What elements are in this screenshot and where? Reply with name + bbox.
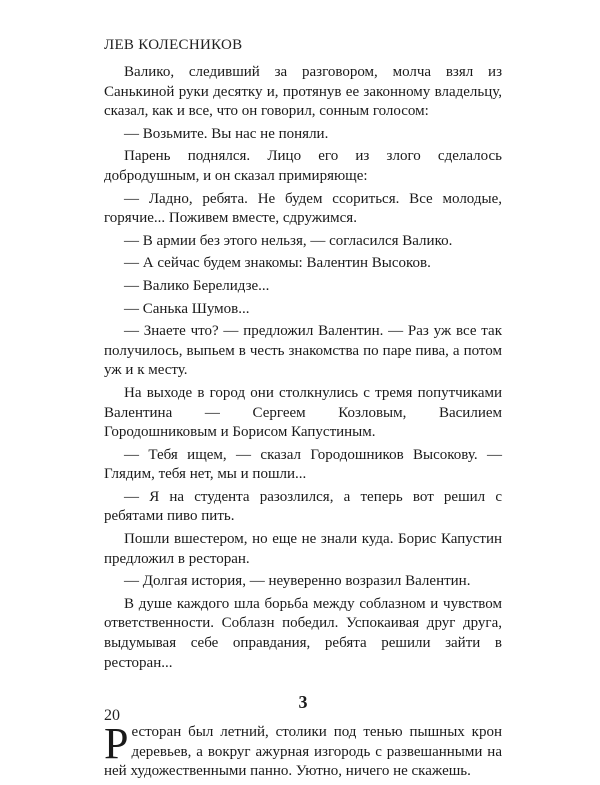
drop-cap: Р: [104, 719, 129, 769]
paragraph: — Валико Берелидзе...: [124, 277, 270, 294]
paragraph: — Я на студента разозлился, а теперь вот решил с ребятами пиво пить.: [104, 488, 502, 525]
chapter-opening-paragraph: [104, 719, 502, 782]
page-number: 20: [104, 707, 120, 724]
paragraph: — Возьмите. Вы нас не поняли.: [124, 125, 329, 142]
paragraph: — В армии без этого нельзя, — согласился Валико.: [124, 232, 453, 249]
paragraph: Парень поднялся. Лицо его из злого сделалось добродушным, и он сказал примиряюще:: [104, 148, 502, 184]
chapter-number: 3: [298, 692, 308, 713]
text-block: [104, 63, 502, 785]
chapter-opening-text: есторан был летний, столики под тенью пышных крон деревьев, а вокруг ажурная изгородь с развешанными на ней художественными панно. Уютно, ничего не скажешь.: [104, 724, 502, 780]
paragraph: Валико, следивший за разговором, молча взял из Санькиной руки десятку и, протянув ее законному владельцу, сказал, как и все, что он говорил, сонным голосом:: [104, 64, 502, 120]
paragraph: — Тебя ищем, — сказал Городошников Высокову. — Глядим, тебя нет, мы и пошли...: [104, 446, 502, 483]
running-head: ЛЕВ КОЛЕСНИКОВ: [104, 37, 243, 53]
paragraph: В душе каждого шла борьба между соблазном и чувством ответственности. Соблазн победил. Успокаивая друг друга, выдумывая себе оправдания, ребята решили зайти в ресторан...: [104, 595, 502, 671]
paragraph: Пошли вшестером, но еще не знали куда. Борис Капустин предложил в ресторан.: [104, 531, 502, 567]
paragraph: — Долгая история, — неуверенно возразил Валентин.: [124, 573, 471, 590]
paragraph: — Санька Шумов...: [124, 300, 250, 317]
paragraph: — Знаете что? — предложил Валентин. — Раз уж все так получилось, выпьем в честь знакомства по паре пива, а потом уж и к месту.: [104, 323, 502, 379]
paragraph: На выходе в город они столкнулись с тремя попутчиками Валентина — Сергеем Козловым, Василием Городошниковым и Борисом Капустиным.: [104, 384, 502, 441]
paragraph: — Ладно, ребята. Не будем ссориться. Все молодые, горячие... Поживем вместе, сдружимся.: [104, 190, 502, 227]
paragraph: — А сейчас будем знакомы: Валентин Высоков.: [124, 255, 431, 272]
